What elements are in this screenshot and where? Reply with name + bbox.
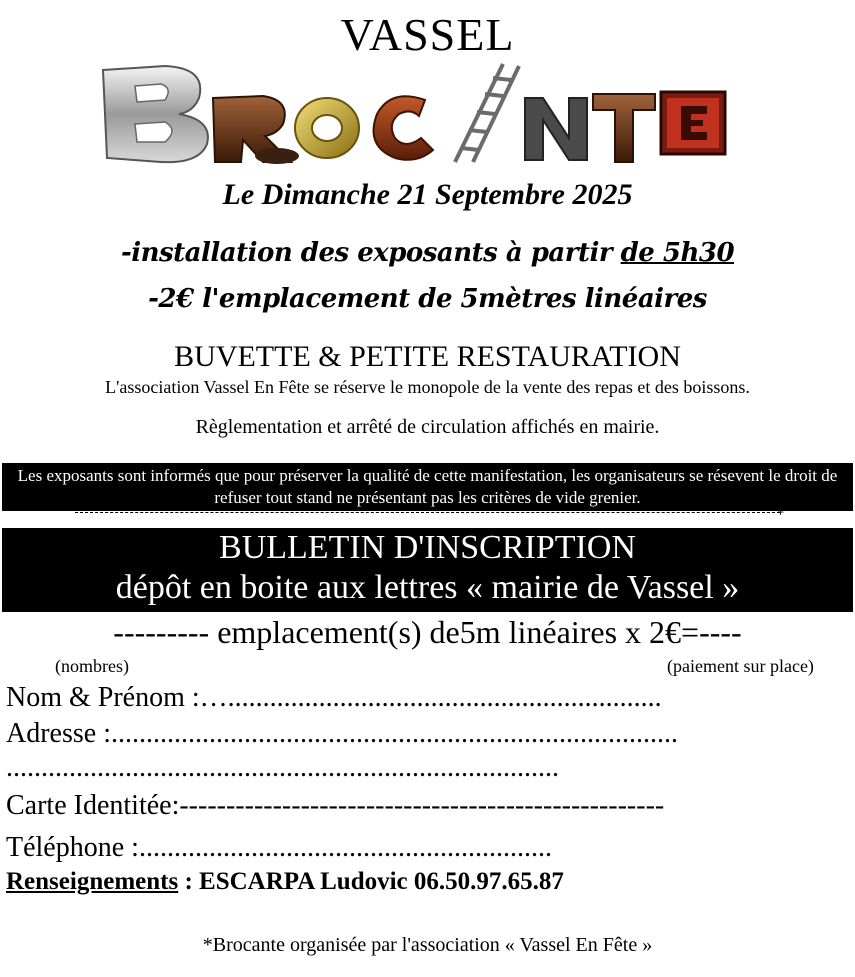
adresse-continuation-field: ............................................................................... <box>6 752 559 783</box>
logo-letter-e <box>661 92 725 154</box>
logo-letter-b <box>103 66 208 162</box>
buvette-heading: BUVETTE & PETITE RESTAURATION <box>174 340 681 373</box>
carte-identite-field: Carte Identitée:---------------------------------------------------- <box>6 790 665 821</box>
nom-prenom-field: Nom & Prénom :….............................................................. <box>6 682 662 713</box>
logo-letter-r <box>213 96 299 164</box>
price-line: -2€ l'emplacement de 5mètres linéaires <box>148 284 707 314</box>
logo-letter-n <box>525 98 587 160</box>
cut-marker: + <box>777 505 785 519</box>
nombres-hint: (nombres) <box>55 656 129 676</box>
logo-letter-c <box>374 96 433 160</box>
install-time: de 5h30 <box>620 238 735 268</box>
adresse-field: Adresse :................................................................................. <box>6 718 678 749</box>
contact-info <box>6 868 564 896</box>
bulletin-banner <box>2 528 853 612</box>
monopole-note: L'association Vassel En Fête se réserve le monopole de la vente des repas et des boissons. <box>105 377 750 397</box>
town-title: VASSEL <box>340 9 515 60</box>
contact-value: : ESCARPA Ludovic 06.50.97.65.87 <box>178 868 564 895</box>
event-date: Le Dimanche 21 Septembre 2025 <box>222 178 633 211</box>
install-text: -installation des exposants à partir <box>120 238 621 268</box>
telephone-field: Téléphone :........................................................... <box>6 832 552 863</box>
logo-letter-o <box>295 98 359 158</box>
reglementation-note: Règlementation et arrêté de circulation affichés en mairie. <box>195 416 660 438</box>
bulletin-subtitle: dépôt en boite aux lettres « mairie de Vassel » <box>115 569 740 606</box>
paiement-hint: (paiement sur place) <box>667 656 814 676</box>
cut-line <box>75 512 780 513</box>
brocante-logo <box>95 58 735 168</box>
contact-label: Renseignements <box>6 868 179 895</box>
install-time-line <box>0 238 855 268</box>
logo-letter-a-ladder <box>455 64 519 162</box>
emplacement-line: --------- emplacement(s) de5m linéaires x 2€=---- <box>113 614 742 650</box>
exhibitor-notice: Les exposants sont informés que pour préserver la qualité de cette manifestation, les organisateurs se résevent le droit de refuser tout stand ne présentant pas les critères de vide grenier. <box>2 463 853 511</box>
organiser-footer: *Brocante organisée par l'association « Vassel En Fête » <box>202 934 653 956</box>
bulletin-title: BULLETIN D'INSCRIPTION <box>219 529 636 566</box>
logo-letter-t <box>593 94 655 162</box>
